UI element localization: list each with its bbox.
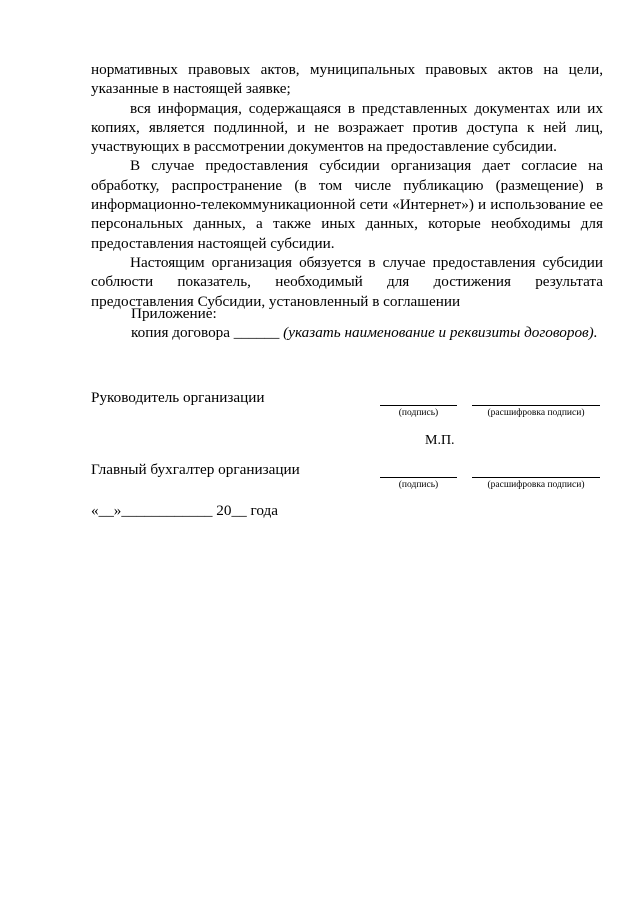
paragraph-consent: В случае предоставления субсидии организация дает согласие на обработку, распространение (в том числе публикацию (размещение) в информационно-телекоммуникационной сети «Интернет») и использование ее персональных данных, а также иных данных, которые необходимы для предоставления настоящей субсидии.: [91, 157, 603, 252]
paragraph-authenticity: вся информация, содержащаяся в представленных документах или их копиях, является подлинной, и не возражает против доступа к ней лиц, участвующих в рассмотрении документов на предоставление субсидии.: [91, 99, 603, 156]
head-signature-caption: (подпись): [398, 408, 439, 418]
attachment-heading: Приложение:: [131, 305, 217, 322]
accountant-signature-line: [380, 477, 457, 478]
paragraph-legal-acts: нормативных правовых актов, муниципальных правовых актов на цели, указанные в настоящей заявке;: [91, 61, 603, 98]
attachment-section: [131, 304, 598, 343]
head-decryption-line: [472, 405, 600, 406]
head-signature-line: [380, 405, 457, 406]
head-label: Руководитель организации: [91, 389, 265, 406]
attachment-item-text: копия договора ______: [131, 324, 284, 342]
head-decryption-caption: (расшифровка подписи): [487, 408, 585, 418]
stamp-place: М.П.: [425, 433, 455, 448]
date-line: «__»____________ 20__ года: [91, 502, 278, 519]
attachment-note: (указать наименование и реквизиты договоров).: [283, 324, 598, 342]
paragraph-obligation: Настоящим организация обязуется в случае предоставления субсидии соблюсти показатель, необходимый для достижения результата предоставления Субсидии, установленный в соглашении: [91, 253, 603, 310]
statement-body: [91, 60, 603, 311]
accountant-label: Главный бухгалтер организации: [91, 461, 300, 478]
accountant-decryption-line: [472, 477, 600, 478]
attachment-item: [131, 323, 598, 342]
accountant-decryption-caption: (расшифровка подписи): [487, 480, 585, 490]
accountant-signature-caption: (подпись): [398, 480, 439, 490]
